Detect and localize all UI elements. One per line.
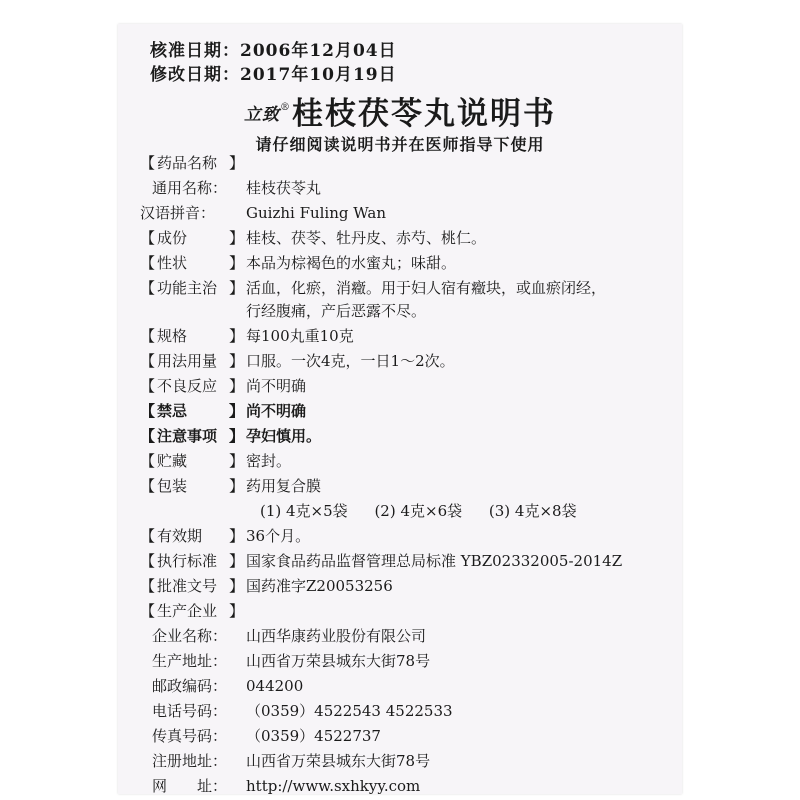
- field-label: 汉语拼音：: [140, 204, 216, 222]
- field-value: Guizhi Fuling Wan: [246, 204, 386, 222]
- section-label: 贮藏: [157, 452, 188, 470]
- field-value: 每100丸重10克: [246, 327, 354, 345]
- field-value: 044200: [246, 677, 304, 695]
- field-label: 网 址：: [152, 777, 228, 795]
- section-label: 批准文号: [157, 577, 218, 595]
- field-label: 通用名称：: [152, 179, 228, 197]
- section-label: 用法用量: [157, 352, 218, 370]
- field-value: 活血，化瘀，消癥。用于妇人宿有癥块，或血瘀闭经，: [246, 279, 607, 297]
- document-title: 桂枝茯苓丸说明书: [292, 96, 556, 132]
- section-label: 规格: [157, 327, 188, 345]
- registered-mark: ®: [280, 102, 290, 113]
- approval-date: 核准日期：2006年12月04日: [150, 41, 397, 61]
- section-label: 生产企业: [157, 602, 218, 620]
- field-value: 山西华康药业股份有限公司: [246, 627, 427, 645]
- website-link: http://www.sxhkyy.com: [246, 777, 421, 795]
- field-label: 注册地址：: [152, 752, 228, 770]
- field-label: 电话号码：: [152, 702, 228, 720]
- field-value: 国药准字Z20053256: [246, 577, 393, 595]
- field-value: 桂枝、茯苓、牡丹皮、赤芍、桃仁。: [246, 229, 487, 247]
- field-value: 尚不明确: [246, 402, 307, 420]
- field-value: 密封。: [246, 452, 292, 470]
- field-value: （0359）4522543 4522533: [246, 702, 453, 720]
- field-label: 生产地址：: [152, 652, 228, 670]
- section-label: 有效期: [157, 527, 203, 545]
- field-value: 行经腹痛，产后恶露不尽。: [246, 302, 427, 320]
- package-option: (3) 4克×8袋: [488, 502, 577, 520]
- section-label: 功能主治: [157, 279, 218, 297]
- field-value: 本品为棕褐色的水蜜丸；味甜。: [246, 254, 457, 272]
- section-label: 性状: [157, 254, 188, 272]
- field-value: 山西省万荣县城东大街78号: [246, 752, 431, 770]
- field-label: 企业名称：: [152, 627, 228, 645]
- section-label: 注意事项: [157, 427, 218, 445]
- section-label: 执行标准: [157, 552, 218, 570]
- section-label: 药品名称: [157, 154, 218, 172]
- package-option: (1) 4克×5袋: [260, 502, 348, 520]
- field-value: 尚不明确: [246, 377, 307, 395]
- field-label: 邮政编码：: [152, 677, 228, 695]
- brand-logo: 立致: [244, 105, 280, 125]
- field-value: 桂枝茯苓丸: [246, 179, 322, 197]
- field-value: 36个月。: [246, 527, 311, 545]
- section-label: 包装: [157, 477, 188, 495]
- field-value: 药用复合膜: [246, 477, 322, 495]
- field-value: 口服。一次4克，一日1～2次。: [246, 352, 455, 370]
- field-value: 山西省万荣县城东大街78号: [246, 652, 431, 670]
- document-subtitle: 请仔细阅读说明书并在医师指导下使用: [255, 135, 545, 154]
- section-label: 成份: [157, 229, 188, 247]
- section-label: 禁忌: [157, 402, 188, 420]
- field-value: 孕妇慎用。: [246, 427, 322, 445]
- section-label: 不良反应: [157, 377, 218, 395]
- field-label: 传真号码：: [152, 727, 228, 745]
- field-value: 国家食品药品监督管理总局标准 YBZ02332005-2014Z: [246, 552, 623, 570]
- package-option: (2) 4克×6袋: [374, 502, 463, 520]
- title-block: [0, 88, 800, 133]
- field-value: （0359）4522737: [246, 727, 381, 745]
- revision-date: 修改日期：2017年10月19日: [150, 65, 397, 85]
